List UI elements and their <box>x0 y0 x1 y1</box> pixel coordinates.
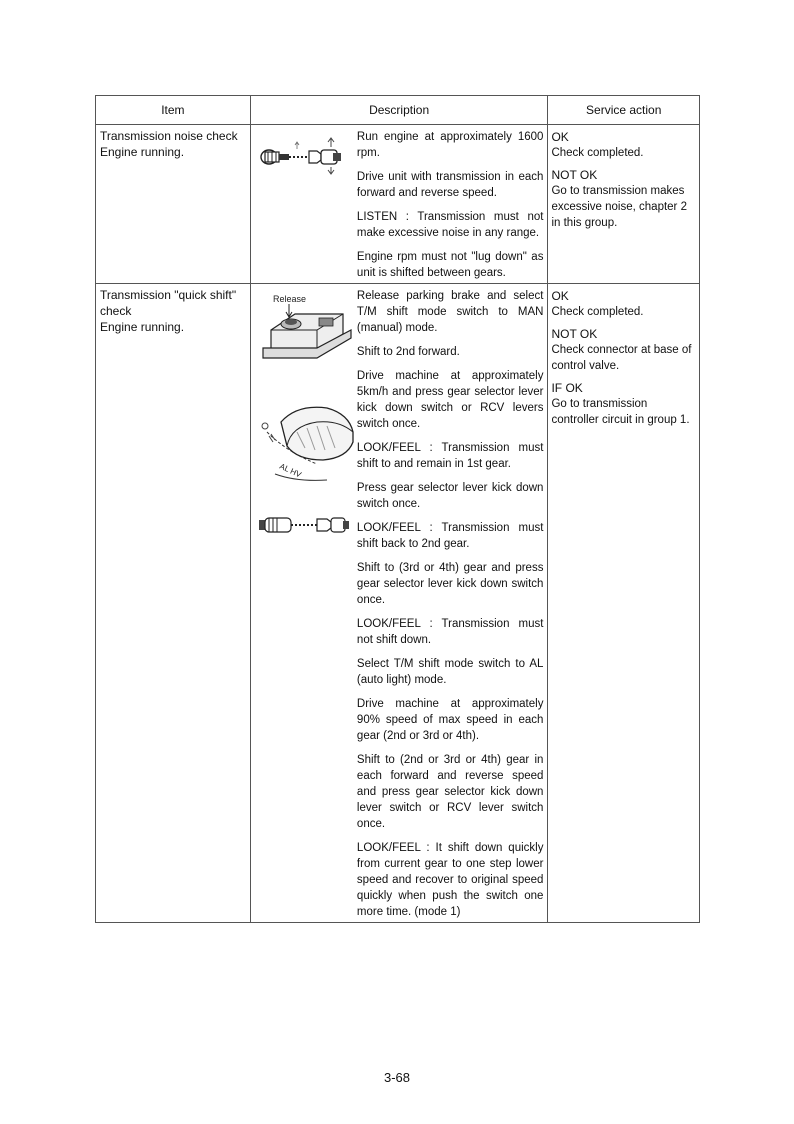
item-cell <box>96 284 251 923</box>
description-step: Shift to (3rd or 4th) gear and press gear selector lever kick down switch once. <box>356 562 544 606</box>
item-note: Engine running. <box>100 320 185 334</box>
service-cell <box>548 125 700 284</box>
description-step: Drive machine at approximately 90% speed of max speed in each gear (2nd or 3rd or 4th). <box>356 698 544 742</box>
table-row <box>96 125 700 284</box>
gear-lever-figure <box>257 135 353 175</box>
service-cell <box>548 284 700 923</box>
description-step: Drive machine at approximately 5km/h and press gear selector lever kick down switch or RCV levers switch once. <box>356 370 544 430</box>
description-step: LOOK/FEEL : Transmission must shift to and remain in 1st gear. <box>356 442 544 470</box>
item-cell <box>96 125 251 284</box>
item-title: Transmission noise check <box>100 129 238 143</box>
header-item: Item <box>96 96 251 125</box>
service-text: Go to transmission makes excessive noise, chapter 2 in this group. <box>551 185 687 229</box>
description-step: LISTEN : Transmission must not make excessive noise in any range. <box>356 211 544 239</box>
description-cell <box>355 284 548 923</box>
service-label: NOT OK <box>551 168 598 182</box>
description-cell <box>355 125 548 284</box>
description-step: Press gear selector lever kick down switch once. <box>356 482 544 510</box>
service-text: Check completed. <box>551 306 644 318</box>
release-label: Release <box>272 294 306 304</box>
description-step: LOOK/FEEL : Transmission must shift back to 2nd gear. <box>356 522 544 550</box>
description-step: Shift to 2nd forward. <box>356 346 460 358</box>
header-service-action: Service action <box>548 96 700 125</box>
service-text: Go to transmission controller circuit in group 1. <box>551 398 690 426</box>
description-step: LOOK/FEEL : Transmission must not shift down. <box>356 618 544 646</box>
service-table <box>95 95 700 923</box>
item-title: Transmission "quick shift" check <box>100 288 237 318</box>
table-row <box>96 284 700 923</box>
dial-mode-text: AL HV <box>277 461 303 480</box>
service-label: NOT OK <box>551 327 598 341</box>
description-step: Select T/M shift mode switch to AL (auto light) mode. <box>356 658 544 686</box>
description-step: Shift to (2nd or 3rd or 4th) gear in each forward and reverse speed and press gear selector kick down lever switch or RCV lever switch once. <box>356 754 544 830</box>
shift-mode-dial-figure <box>257 402 357 484</box>
description-step: Release parking brake and select T/M shift mode switch to MAN (manual) mode. <box>356 290 544 334</box>
description-step: Run engine at approximately 1600 rpm. <box>356 131 544 159</box>
service-label: IF OK <box>551 381 583 395</box>
header-description: Description <box>250 96 548 125</box>
parking-brake-switch-figure <box>257 290 357 368</box>
description-step: Engine rpm must not "lug down" as unit is shifted between gears. <box>356 251 544 279</box>
service-text: Check connector at base of control valve. <box>551 344 692 372</box>
figure-cell <box>250 125 355 284</box>
description-step: LOOK/FEEL : It shift down quickly from current gear to one step lower speed and recover to original speed quickly when push the switch one more time. (mode 1) <box>356 842 544 918</box>
service-label: OK <box>551 130 569 144</box>
page-number: 3-68 <box>383 1070 411 1085</box>
figure-cell <box>250 284 355 923</box>
description-step: Drive unit with transmission in each forward and reverse speed. <box>356 171 544 199</box>
kick-down-lever-figure <box>255 510 355 540</box>
service-label: OK <box>551 289 569 303</box>
service-text: Check completed. <box>551 147 644 159</box>
table-header-row <box>96 96 700 125</box>
item-note: Engine running. <box>100 145 185 159</box>
